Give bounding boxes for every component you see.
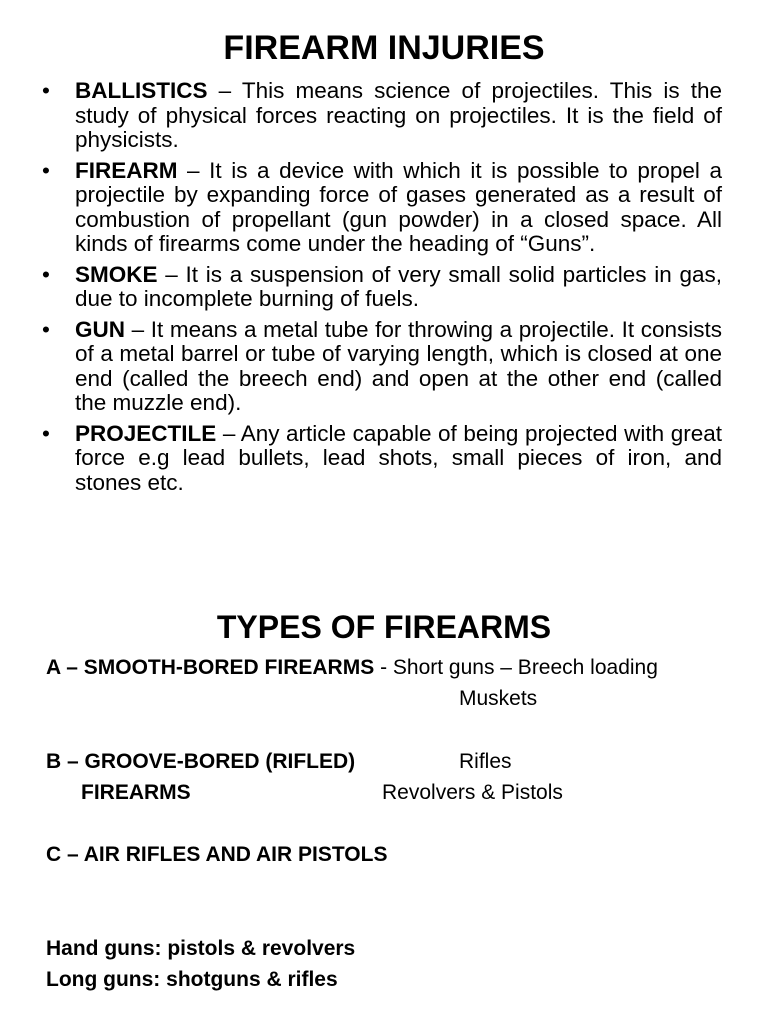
hand-guns-line: Hand guns: pistols & revolvers <box>46 937 356 960</box>
definition-text: – It is a suspension of very small solid particles in gas, due to incomplete burning of fuels. <box>75 261 722 311</box>
definition-term: FIREARM <box>75 157 178 183</box>
type-a-label: A – SMOOTH-BORED FIREARMS <box>46 656 375 679</box>
definition-text: – It means a metal tube for throwing a projectile. It consists of a metal barrel or tube of varying length, which is closed at one end (called the breech end) and open at the other end (called the muzzle end). <box>75 316 722 415</box>
long-guns-line: Long guns: shotguns & rifles <box>46 968 338 991</box>
type-a-text: - Short guns – Breech loading <box>374 656 658 679</box>
definition-text: – Any article capable of being projected with great force e.g lead bullets, lead shots, small pieces of iron, and stones etc. <box>75 420 722 495</box>
definition-item <box>42 159 722 257</box>
definition-item <box>42 263 722 312</box>
definition-text: – It is a device with which it is possible to propel a projectile by expanding force of gases generated as a result of combustion of propellant (gun powder) in a closed space. All kinds of firearms come under the heading of “Guns”. <box>75 157 722 256</box>
definition-text: – This means science of projectiles. This is the study of physical forces reacting on projectiles. It is the field of physicists. <box>75 78 722 152</box>
type-b-label: B – GROOVE-BORED (RIFLED) <box>46 750 356 773</box>
definition-term: BALLISTICS <box>75 78 208 103</box>
type-a-row <box>46 655 658 681</box>
definition-term: PROJECTILE <box>75 420 217 446</box>
section-title: TYPES OF FIREARMS <box>216 609 552 645</box>
type-b-text: Rifles <box>459 750 512 773</box>
definition-term: GUN <box>75 316 125 342</box>
type-c-label: C – AIR RIFLES AND AIR PISTOLS <box>46 843 388 866</box>
definition-term: SMOKE <box>75 261 158 287</box>
definition-item <box>42 318 722 416</box>
bullet-icon: • <box>42 261 50 287</box>
definitions-list <box>42 79 722 501</box>
type-b-label-continued: FIREARMS <box>81 781 191 804</box>
bullet-icon: • <box>42 420 50 446</box>
type-b-subtext: Revolvers & Pistols <box>382 781 563 804</box>
definition-item <box>42 79 722 153</box>
bullet-icon: • <box>42 157 50 183</box>
bullet-icon: • <box>42 316 50 342</box>
type-a-subtext: Muskets <box>459 687 538 710</box>
definition-item <box>42 422 722 496</box>
page-title: FIREARM INJURIES <box>223 29 545 67</box>
bullet-icon: • <box>42 78 50 103</box>
